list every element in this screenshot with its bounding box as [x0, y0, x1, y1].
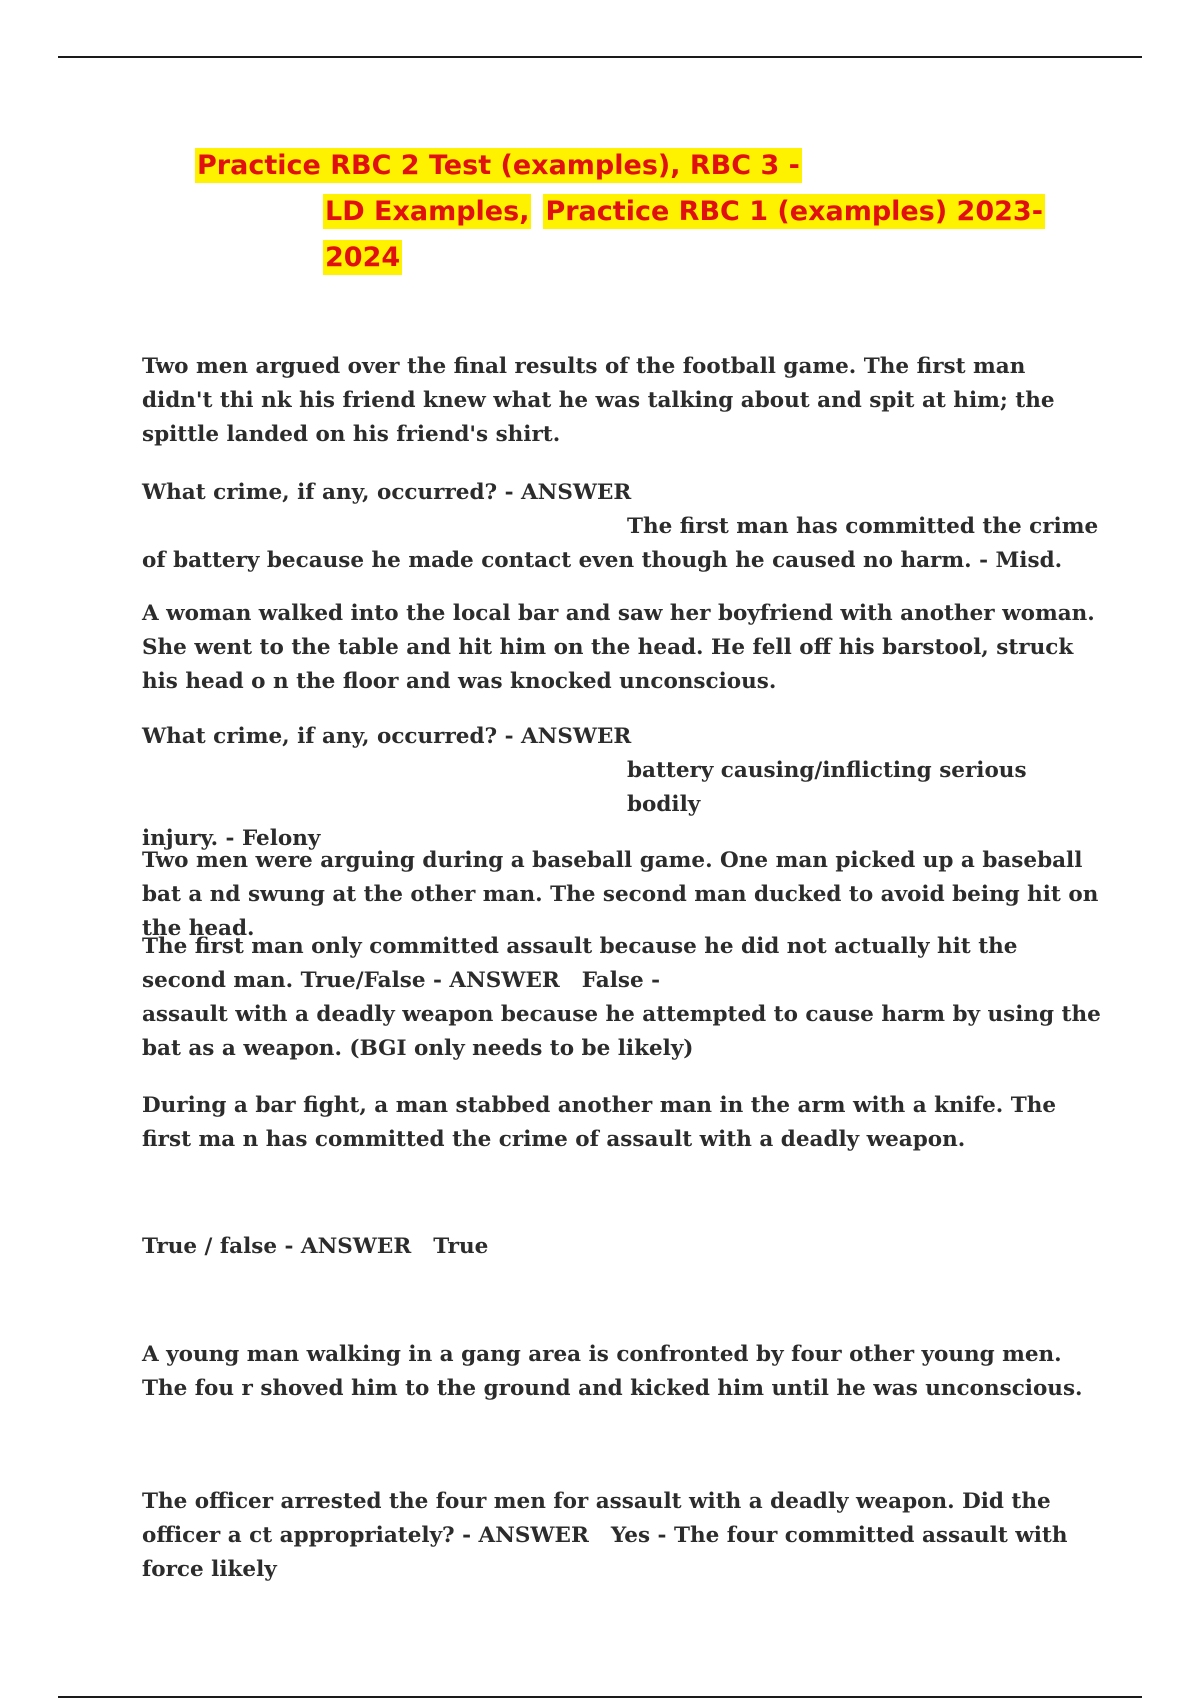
answer-1-part-1: The first man has committed the crime — [627, 514, 1099, 539]
answer-5: Yes - The four committed assault with force likely — [142, 1523, 1068, 1582]
question-5-prompt: The officer arrested the four men for assault with a deadly weapon. Did the officer a ct appropriately? - ANSWER — [142, 1489, 1051, 1548]
question-4-prompt: True / false - ANSWER — [142, 1234, 412, 1259]
question-2-answer — [142, 720, 1102, 856]
question-3-scenario: Two men were arguing during a baseball game. One man picked up a baseball bat a nd swung at the other man. The second man ducked to avoid being hit on the head. — [142, 848, 1099, 941]
answer-2-part-1: battery causing/inflicting serious bodily — [627, 758, 1027, 817]
question-1-prompt: What crime, if any, occurred? - ANSWER — [142, 480, 632, 505]
document-title-line-3 — [323, 236, 402, 280]
answer-3-part-2: assault with a deadly weapon because he attempted to cause harm by using the bat as a weapon. (BGI only needs to be likely) — [142, 1002, 1101, 1061]
title-highlight-2b: Practice RBC 1 (examples) 2023- — [545, 196, 1043, 227]
question-3-prompt: The first man only committed assault because he did not actually hit the second man. True/False - ANSWER — [142, 934, 1018, 993]
question-3-answer — [142, 930, 1102, 1066]
question-5-scenario: A young man walking in a gang area is confronted by four other young men. The fou r shoved him to the ground and kicked him until he was unconscious. — [142, 1342, 1083, 1401]
question-2-prompt: What crime, if any, occurred? - ANSWER — [142, 724, 632, 749]
question-4-answer — [142, 1230, 1102, 1264]
question-5-answer — [142, 1485, 1102, 1587]
question-1-scenario: Two men argued over the final results of the football game. The first man didn't thi nk his friend knew what he was talking about and spit at him; the spittle landed on his friend's shirt. — [142, 354, 1055, 447]
answer-3-part-1: False - — [581, 968, 661, 993]
question-1-answer — [142, 476, 1102, 578]
question-2-scenario: A woman walked into the local bar and saw her boyfriend with another woman. She went to the table and hit him on the head. He fell off his barstool, struck his head o n the floor and was knocked unconscious. — [142, 601, 1095, 694]
question-4-scenario: During a bar fight, a man stabbed another man in the arm with a knife. The first ma n has committed the crime of assault with a deadly weapon. — [142, 1093, 1057, 1152]
document-title-line-1 — [195, 144, 802, 188]
document-title-line-2 — [323, 190, 1045, 234]
answer-2-part-2: injury. - Felony — [142, 826, 321, 851]
title-highlight-3: 2024 — [325, 242, 401, 273]
top-rule — [58, 56, 1142, 58]
title-highlight-1: Practice RBC 2 Test (examples), RBC 3 - — [197, 150, 800, 181]
bottom-rule — [58, 1696, 1142, 1698]
title-highlight-2a: LD Examples, — [325, 196, 530, 227]
answer-1-part-2: of battery because he made contact even though he caused no harm. - Misd. — [142, 548, 1063, 573]
answer-4: True — [433, 1234, 489, 1259]
